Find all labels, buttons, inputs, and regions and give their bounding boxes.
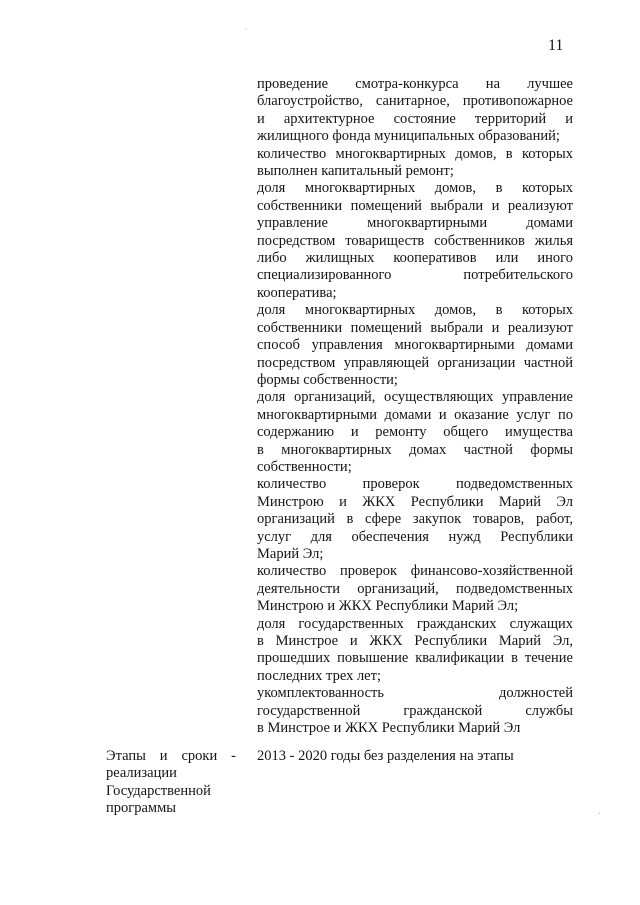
page-number: 11	[548, 37, 564, 54]
indicator-line: собственники помещений выбрали и реализуют	[257, 197, 573, 214]
indicator-line: Минстрою и ЖКХ Республики Марий Эл;	[257, 598, 519, 615]
indicator-line: собственности;	[257, 458, 352, 475]
stages-value: 2013 - 2020 годы без разделения на этапы	[257, 748, 514, 764]
indicator-line: посредством товариществ собственников жилья	[257, 232, 573, 249]
indicator-line: посредством управляющей организации частной	[257, 354, 573, 371]
indicator-line: укомплектованность должностей	[257, 685, 573, 702]
indicator-line: количество проверок подведомственных	[257, 476, 573, 493]
stages-label-line: Этапы и сроки -	[106, 748, 236, 764]
indicator-item	[257, 563, 573, 615]
stages-label-line: Государственной	[106, 782, 211, 799]
indicator-line: способ управления многоквартирными домами	[257, 337, 573, 354]
indicator-item	[257, 180, 573, 302]
indicator-line: формы собственности;	[257, 371, 398, 388]
indicator-line: прошедших повышение квалификации в течение	[257, 650, 573, 667]
indicator-line: и архитектурное состояние территорий и	[257, 110, 573, 127]
scan-speck-right: .	[598, 806, 601, 817]
indicator-line: государственной гражданской службы	[257, 702, 573, 719]
indicator-item	[257, 389, 573, 476]
indicator-line: количество многоквартирных домов, в которых	[257, 145, 573, 162]
indicator-line: последних трех лет;	[257, 667, 381, 684]
indicator-line: количество проверок финансово-хозяйственной	[257, 563, 573, 580]
indicator-item	[257, 476, 573, 563]
indicator-line: либо жилищных кооперативов или иного	[257, 250, 573, 267]
scan-speck-top: ´	[244, 28, 248, 39]
indicator-line: доля многоквартирных домов, в которых	[257, 302, 573, 319]
indicator-line: благоустройство, санитарное, противопожарное	[257, 93, 573, 110]
indicator-line: доля организаций, осуществляющих управление	[257, 389, 573, 406]
indicator-item	[257, 302, 573, 389]
indicator-line: организаций в сфере закупок товаров, работ,	[257, 511, 573, 528]
indicator-item	[257, 616, 573, 686]
indicator-line: деятельности организаций, подведомственных	[257, 580, 573, 597]
indicator-line: доля государственных гражданских служащих	[257, 615, 573, 632]
indicator-line: Минстрою и ЖКХ Республики Марий Эл	[257, 493, 573, 510]
stages-label-line: программы	[106, 800, 176, 817]
indicator-line: содержанию и ремонту общего имущества	[257, 424, 573, 441]
indicator-line: Марий Эл;	[257, 545, 324, 562]
indicator-line: проведение смотра-конкурса на лучшее	[257, 76, 573, 92]
indicator-line: собственники помещений выбрали и реализуют	[257, 319, 573, 336]
indicator-line: жилищного фонда муниципальных образований;	[257, 128, 560, 145]
indicators-list	[257, 76, 573, 737]
stages-label	[106, 748, 236, 818]
indicator-line: в многоквартирных домах частной формы	[257, 441, 573, 458]
indicator-item	[257, 685, 573, 737]
indicator-line: доля многоквартирных домов, в которых	[257, 180, 573, 197]
indicator-item	[257, 146, 573, 181]
indicator-line: кооператива;	[257, 284, 337, 301]
indicator-line: в Минстрое и ЖКХ Республики Марий Эл,	[257, 633, 573, 649]
indicator-line: в Минстрое и ЖКХ Республики Марий Эл	[257, 720, 521, 737]
indicator-line: специализированного потребительского	[257, 267, 573, 284]
indicator-item	[257, 76, 573, 146]
indicator-line: выполнен капитальный ремонт;	[257, 163, 454, 180]
stages-label-line: реализации	[106, 765, 177, 782]
indicator-line: услуг для обеспечения нужд Республики	[257, 528, 573, 545]
indicator-line: управление многоквартирными домами	[257, 215, 573, 232]
indicator-line: многоквартирными домами и оказание услуг по	[257, 406, 573, 423]
